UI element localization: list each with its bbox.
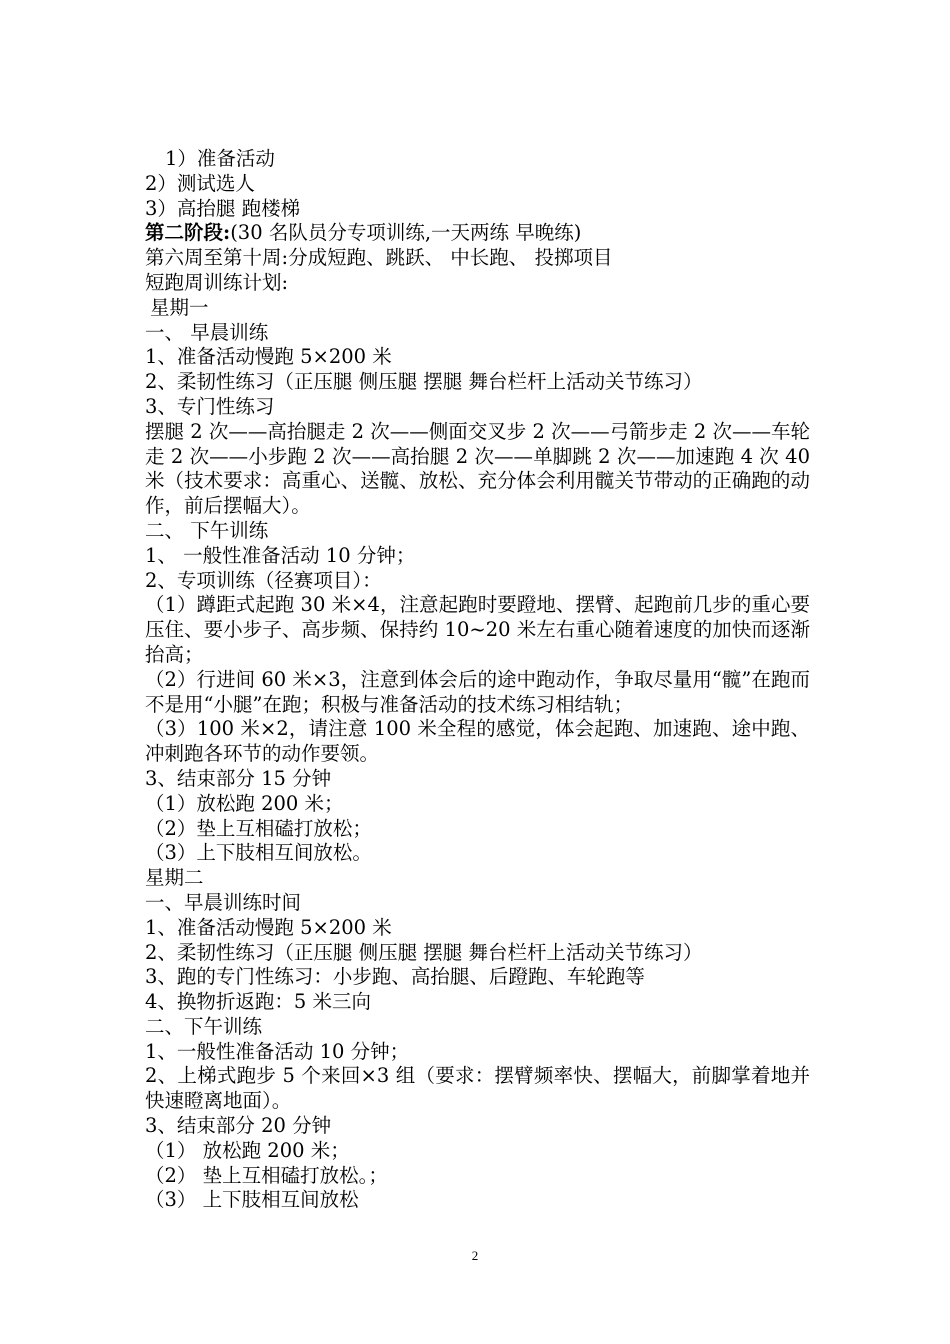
text-line: 2、柔韧性练习（正压腿 侧压腿 摆腿 舞台栏杆上活动关节练习） (145, 370, 703, 394)
text-line: 一、 早晨训练 (145, 320, 269, 344)
text-paragraph: 2、上梯式跑步 5 个来回×3 组（要求：摆臂频率快、摆幅大，前脚掌着地并快速瞪离地面）。 (145, 1064, 810, 1113)
text-paragraph: （2）行进间 60 米×3，注意到体会后的途中跑动作，争取尽量用“髋”在跑而不是用“小腿”在跑；积极与准备活动的技术练习相结轨； (145, 667, 810, 716)
text-line: （1） 放松跑 200 米； (145, 1138, 350, 1162)
day-heading: 星期二 (145, 866, 204, 890)
text-line: 2、柔韧性练习（正压腿 侧压腿 摆腿 舞台栏杆上活动关节练习） (145, 940, 703, 964)
text-line: 4、换物折返跑：5 米三向 (145, 990, 372, 1014)
text-paragraph: （3）100 米×2，请注意 100 米全程的感觉，体会起跑、加速跑、途中跑、冲刺跑各环节的动作要领。 (145, 717, 810, 766)
text-line: （2） 垫上互相磕打放松。； (145, 1163, 388, 1187)
text-line: 1、准备活动慢跑 5×200 米 (145, 915, 392, 939)
text-line: （3） 上下肢相互间放松 (145, 1188, 359, 1212)
text-line: 1、一般性准备活动 10 分钟； (145, 1039, 410, 1063)
text-line: 1、准备活动慢跑 5×200 米 (145, 345, 392, 369)
text-line: 3）高抬腿 跑楼梯 (145, 196, 301, 220)
text-line: （1）放松跑 200 米； (145, 791, 344, 815)
text-line: 3、专门性练习 (145, 394, 275, 418)
text-line: 第六周至第十周:分成短跑、跳跃、 中长跑、 投掷项目 (145, 246, 613, 270)
document-body (145, 147, 810, 1213)
text-line: 二、 下午训练 (145, 518, 269, 542)
text-line: （3）上下肢相互间放松。 (145, 841, 372, 865)
text-line: 二、下午训练 (145, 1014, 263, 1038)
text-line: 2、专项训练（径赛项目）： (145, 568, 382, 592)
page-number: 2 (471, 1248, 479, 1263)
text-line: 2）测试选人 (145, 171, 255, 195)
day-heading: 星期一 (150, 295, 209, 319)
text-line: 一、早晨训练时间 (145, 890, 302, 914)
text-paragraph: 摆腿 2 次——高抬腿走 2 次——侧面交叉步 2 次——弓箭步走 2 次——车轮走 2 次——小步跑 2 次——高抬腿 2 次——单脚跳 2 次——加速跑 4 次 40 米（技术要求：高重心、送髋、放松、充分体会利用髋关节带动的正确跑的动作，前后摆幅大）。 (145, 419, 810, 518)
text-line: 3、结束部分 20 分钟 (145, 1114, 332, 1138)
text-line: 3、跑的专门性练习：小步跑、高抬腿、后蹬跑、车轮跑等 (145, 965, 645, 989)
section-heading-note: (30 名队员分专项训练,一天两练 早晚练) (230, 221, 582, 245)
text-line: 3、结束部分 15 分钟 (145, 766, 332, 790)
text-line: 短跑周训练计划: (145, 270, 289, 294)
text-paragraph: （1）蹲距式起跑 30 米×4，注意起跑时要蹬地、摆臂、起跑前几步的重心要压住、要小步子、高步频、保持约 10~20 米左右重心随着速度的加快而逐渐抬高； (145, 593, 810, 666)
text-line: 1、 一般性准备活动 10 分钟； (145, 543, 416, 567)
section-heading-label: 第二阶段: (145, 221, 231, 245)
section-heading (145, 221, 810, 246)
text-line: （2）垫上互相磕打放松； (145, 816, 372, 840)
text-line: 1）准备活动 (165, 147, 275, 170)
